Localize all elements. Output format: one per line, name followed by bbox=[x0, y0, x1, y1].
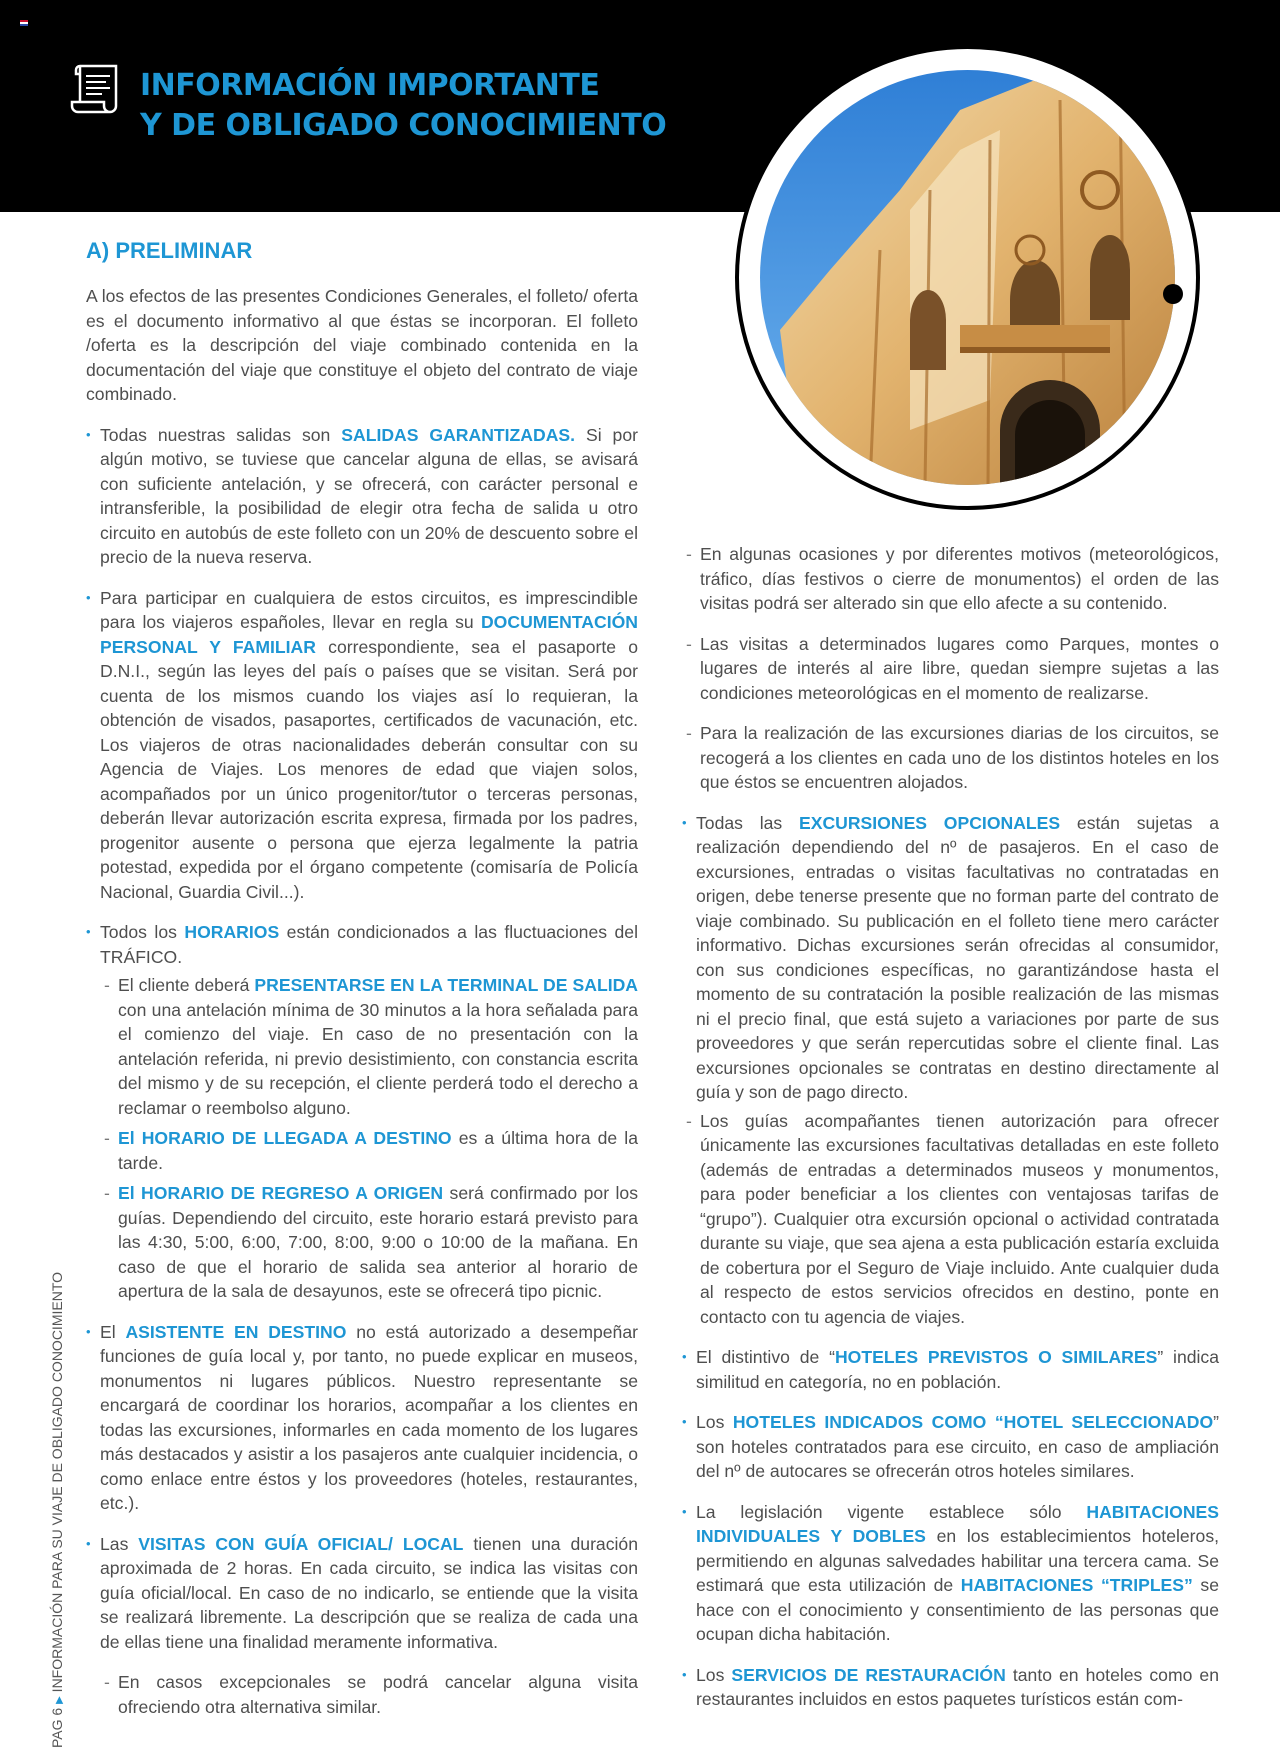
right-column bbox=[682, 542, 1219, 1728]
intro-paragraph: A los efectos de las presentes Condiciones Generales, el folleto/ oferta es el documento informativo al que éstas se incorporan. El folleto /oferta es la descripción del viaje combinado contenida en la documentación del viaje que constituye el objeto del contrato de viaje combinado. bbox=[86, 286, 638, 404]
sub-list-item: - Para la realización de las excursiones diarias de los circuitos, se recogerá a los clientes en cada uno de los distintos hoteles en los que éstos se encuentren alojados. bbox=[686, 723, 1219, 792]
title-line-1: INFORMACIÓN IMPORTANTE bbox=[140, 68, 600, 103]
triangle-icon: ▶ bbox=[54, 1696, 65, 1704]
left-column bbox=[86, 236, 638, 1725]
side-label: INFORMACIÓN PARA SU VIAJE DE OBLIGADO CONOCIMIENTO bbox=[49, 1271, 65, 1693]
list-item: • Todas nuestras salidas son SALIDAS GARANTIZADAS. Si por algún motivo, se tuviese que cancelar alguna de ellas, se avisará con suficiente antelación, y se ofrecerá, con carácter personal e intransferible, la posibilidad de elegir otra fecha de salida u otro circuito en autobús de este folleto con un 20% de descuento sobre el precio de la nueva reserva. bbox=[86, 423, 638, 570]
list-item: • Los HOTELES INDICADOS COMO “HOTEL SELECCIONADO” son hoteles contratados para ese circuito, en caso de ampliación del nº de autocares se ofrecerán otros hoteles similares. bbox=[682, 1410, 1219, 1484]
document-scroll-icon bbox=[70, 62, 122, 118]
list-item: • Para participar en cualquiera de estos circuitos, es imprescindible para los viajeros españoles, llevar en regla su DOCUMENTACIÓN PERSONAL Y FAMILIAR correspondiente, sea el pasaporte o D.N.I., según las leyes del país o países que se visitan. Será por cuenta de los mismos cuando los viajes así lo requieran, la obtención de visados, pasaportes, certificados de vacunación, etc. Los viajeros de otras nacionalidades deberán consultar con su Agencia de Viajes. Los menores de edad que viajen solos, acompañados por un único progenitor/tutor o terceras personas, deberán llevar autorización escrita expresa, firmada por los padres, progenitor ausente o persona que ejerza legalmente la patria potestad, expedida por el órgano competente (comisaría de Policía Nacional, Guardia Civil...). bbox=[86, 586, 638, 905]
flag-icon bbox=[20, 20, 28, 26]
list-item: • Todas las EXCURSIONES OPCIONALES están sujetas a realización dependiendo del nº de pasajeros. En el caso de excursiones, entradas o visitas facultativas no contratadas en origen, debe tenerse presente que no forman parte del contrato de viaje combinado. Su publicación en el folleto tiene mero carácter informativo. Dichas excursiones serán ofrecidas al consumidor, con sus condiciones específicas, no garantizándose hasta el momento de su contratación la posible realización de las mismas ni el precio final, que está sujeto a variaciones por parte de sus proveedores y que serán repercutidas sobre el cliente final. Las excursiones opcionales se contratas en destino directamente al guía y son de pago directo. bbox=[682, 811, 1219, 1105]
list-item: • El distintivo de “HOTELES PREVISTOS O SIMILARES” indica similitud en categoría, no en población. bbox=[682, 1345, 1219, 1394]
sub-list-item: - El HORARIO DE REGRESO A ORIGEN será confirmado por los guías. Dependiendo del circuito, este horario estará previsto para las 4:30, 5:00, 6:00, 7:00, 8:00, 9:00 o 10:00 de la mañana. En caso de que el horario de salida sea anterior al horario de apertura de la sala de desayunos, este se ofrecerá tipo picnic. bbox=[104, 1183, 638, 1301]
sub-list-item: - En casos excepcionales se podrá cancelar alguna visita ofreciendo otra alternativa similar. bbox=[104, 1672, 638, 1717]
title-line-2: Y DE OBLIGADO CONOCIMIENTO bbox=[140, 108, 667, 143]
page-title bbox=[140, 66, 666, 146]
list-item: • Las VISITAS CON GUÍA OFICIAL/ LOCAL tienen una duración aproximada de 2 horas. En cada circuito, se indica las visitas con guía oficial/local. En caso de no indicarlo, se entiende que la visita se realizará libremente. La descripción que se realiza de cada una de ellas tiene una finalidad meramente informativa. bbox=[86, 1532, 638, 1655]
list-item: • El ASISTENTE EN DESTINO no está autorizado a desempeñar funciones de guía local y, por tanto, no puede explicar en museos, monumentos ni lugares públicos. Nuestro representante se encargará de coordinar los horarios, acompañar a los clientes en todas las excursiones, informarles en cada momento de los lugares más destacados y asistir a los pasajeros ante cualquier incidencia, o como enlace entre éstos y los proveedores (hoteles, restaurantes, etc.). bbox=[86, 1320, 638, 1516]
sub-list-item: - El cliente deberá PRESENTARSE EN LA TERMINAL DE SALIDA con una antelación mínima de 30 minutos a la hora señalada para el comienzo del viaje. En caso de no presentación con la antelación referida, ni previo desistimiento, con constancia escrita del mismo y de su recepción, el cliente perderá todo el derecho a reclamar o reembolso alguno. bbox=[104, 975, 639, 1118]
decorative-dot bbox=[1163, 284, 1183, 304]
cathedral-facade-photo bbox=[760, 70, 1175, 485]
list-item: • Los SERVICIOS DE RESTAURACIÓN tanto en hoteles como en restaurantes incluidos en estos paquetes turísticos están com- bbox=[682, 1663, 1219, 1712]
sub-list-item: - Las visitas a determinados lugares como Parques, montes o lugares de interés al aire libre, quedan siempre sujetas a las condiciones meteorológicas en el momento de realizarse. bbox=[686, 633, 1219, 703]
sub-list-item: - En algunas ocasiones y por diferentes motivos (meteorológicos, tráfico, días festivos o cierre de monumentos) el orden de las visitas podrá ser alterado sin que ello afecte a su contenido. bbox=[686, 544, 1219, 613]
sub-list-item: - Los guías acompañantes tienen autorización para ofrecer únicamente las excursiones facultativas detalladas en este folleto (además de entradas a determinados museos y monumentos, para poder beneficiar a los clientes con ventajosas tarifas de “grupo”). Cualquier otra excursión opcional o actividad contratada durante su viaje, que sea ajena a esta publicación estaría excluida de cobertura por el Seguro de Viaje incluido. Ante cualquier duda al respecto de estos servicios ofrecidos en destino, ponte en contacto con tu agencia de viajes. bbox=[686, 1110, 1219, 1327]
list-item: • La legislación vigente establece sólo HABITACIONES INDIVIDUALES Y DOBLES en los establecimientos hoteleros, permitiendo en algunas salvedades habilitar una tercera cama. Se estimará que esta utilización de HABITACIONES “TRIPLES” se hace con el conocimiento y consentimiento de las personas que ocupan dicha habitación. bbox=[682, 1500, 1219, 1647]
sub-list-item: - El HORARIO DE LLEGADA A DESTINO es a última hora de la tarde. bbox=[104, 1128, 638, 1173]
list-item: • Todos los HORARIOS están condicionados a las fluctuaciones del TRÁFICO. bbox=[86, 920, 638, 969]
page-number: PAG 6 bbox=[49, 1707, 65, 1748]
side-caption bbox=[48, 1272, 69, 1748]
section-heading: A) PRELIMINAR bbox=[86, 238, 253, 263]
